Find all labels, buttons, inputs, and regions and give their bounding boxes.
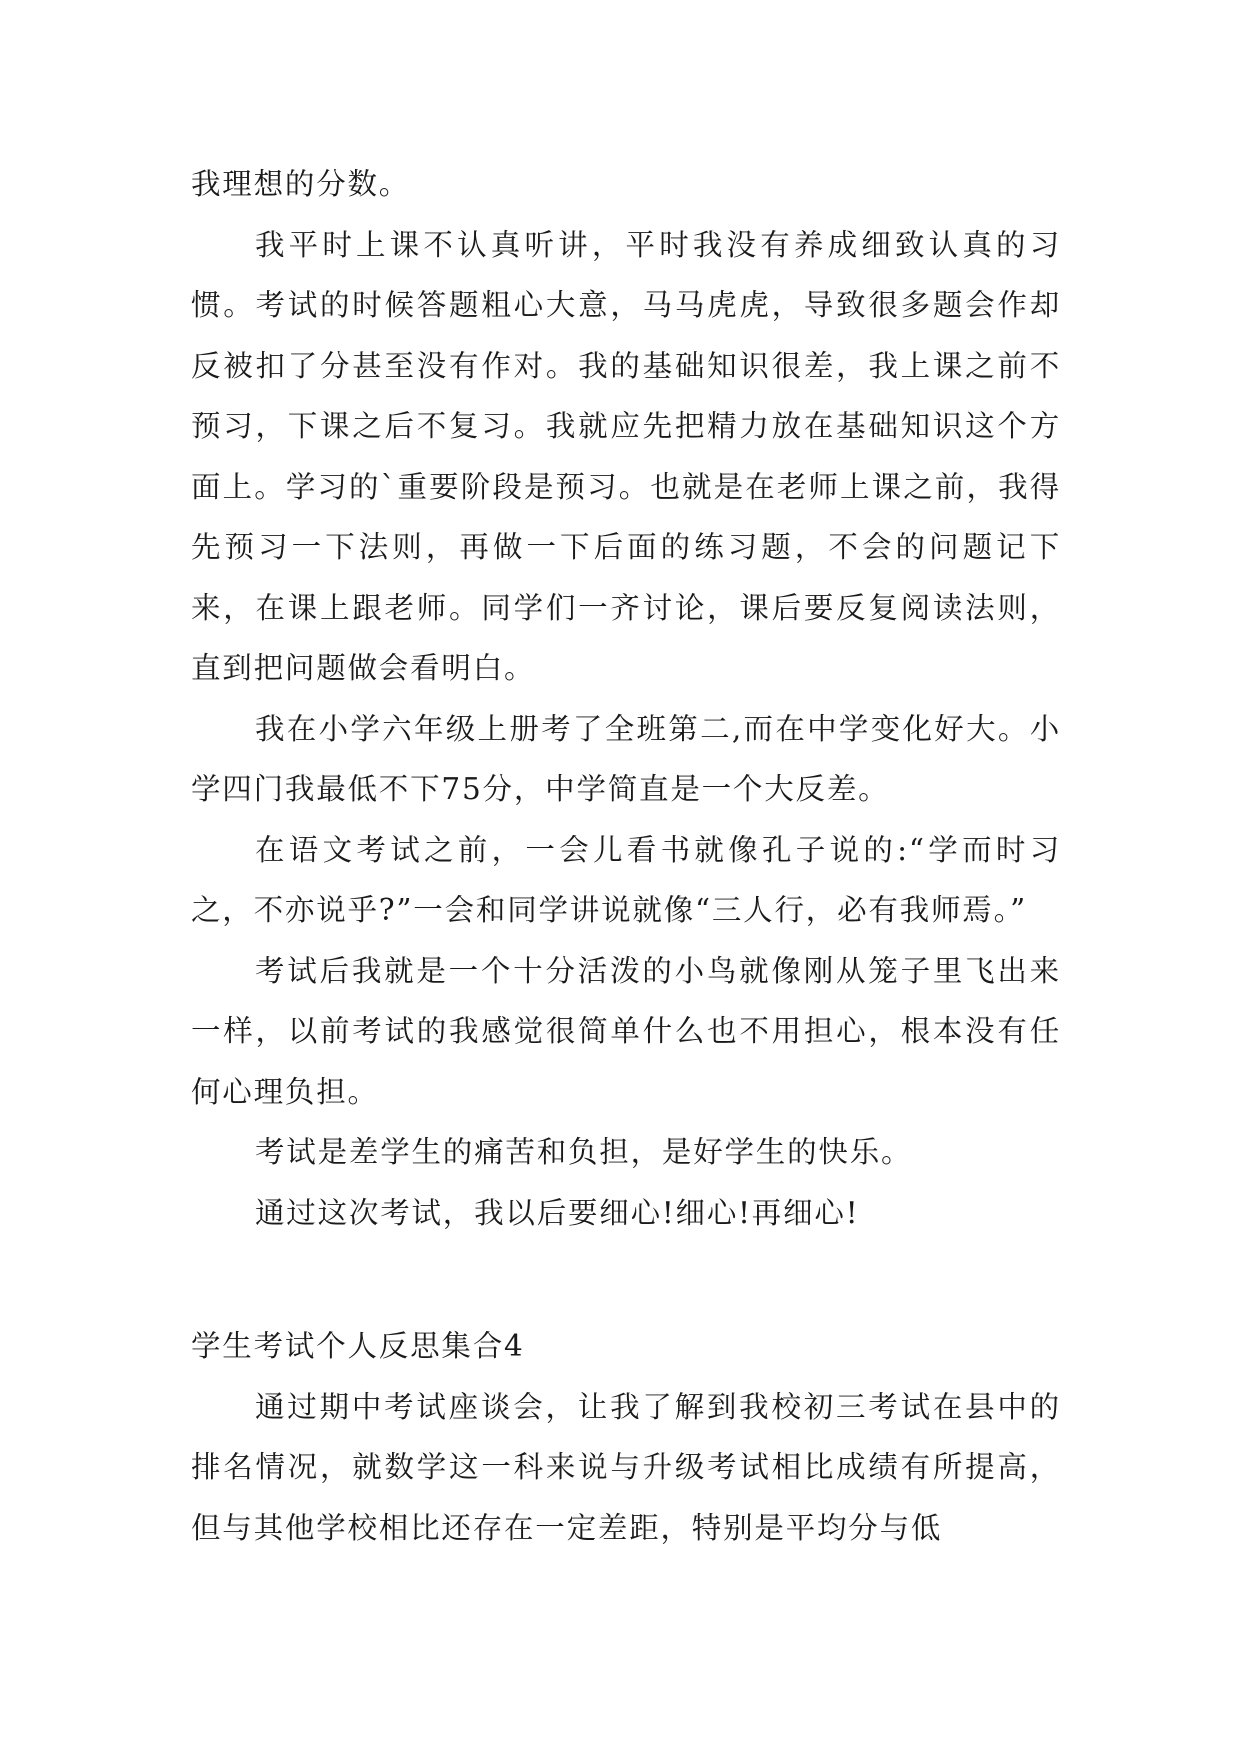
paragraph: 通过这次考试，我以后要细心!细心!再细心! bbox=[255, 1195, 860, 1230]
essay-section-4 bbox=[191, 1316, 1061, 1558]
paragraph-continuation: 我理想的分数。 bbox=[191, 167, 411, 201]
paragraph: 通过期中考试座谈会，让我了解到我校初三考试在县中的排名情况，就数学这一科来说与升级考试相比成绩有所提高，但与其他学校相比还存在一定差距，特别是平均分与低 bbox=[191, 1389, 1061, 1545]
paragraph: 我在小学六年级上册考了全班第二,而在中学变化好大。小学四门我最低不下75分，中学简直是一个大反差。 bbox=[191, 711, 1061, 806]
paragraph: 考试后我就是一个十分活泼的小鸟就像刚从笼子里飞出来一样，以前考试的我感觉很简单什么也不用担心，根本没有任何心理负担。 bbox=[191, 953, 1061, 1109]
section-heading: 学生考试个人反思集合4 bbox=[191, 1329, 525, 1363]
paragraph: 在语文考试之前，一会儿看书就像孔子说的:“学而时习之，不亦说乎?”一会和同学讲说就像“三人行，必有我师焉。” bbox=[191, 832, 1061, 927]
paragraph: 考试是差学生的痛苦和负担，是好学生的快乐。 bbox=[255, 1135, 913, 1169]
essay-body-continued bbox=[191, 154, 1061, 1243]
paragraph: 我平时上课不认真听讲，平时我没有养成细致认真的习惯。考试的时候答题粗心大意，马马虎虎，导致很多题会作却反被扣了分甚至没有作对。我的基础知识很差，我上课之前不预习，下课之后不复习。我就应先把精力放在基础知识这个方面上。学习的`重要阶段是预习。也就是在老师上课之前，我得先预习一下法则，再做一下后面的练习题，不会的问题记下来，在课上跟老师。同学们一齐讨论，课后要反复阅读法则，直到把问题做会看明白。 bbox=[191, 227, 1061, 685]
